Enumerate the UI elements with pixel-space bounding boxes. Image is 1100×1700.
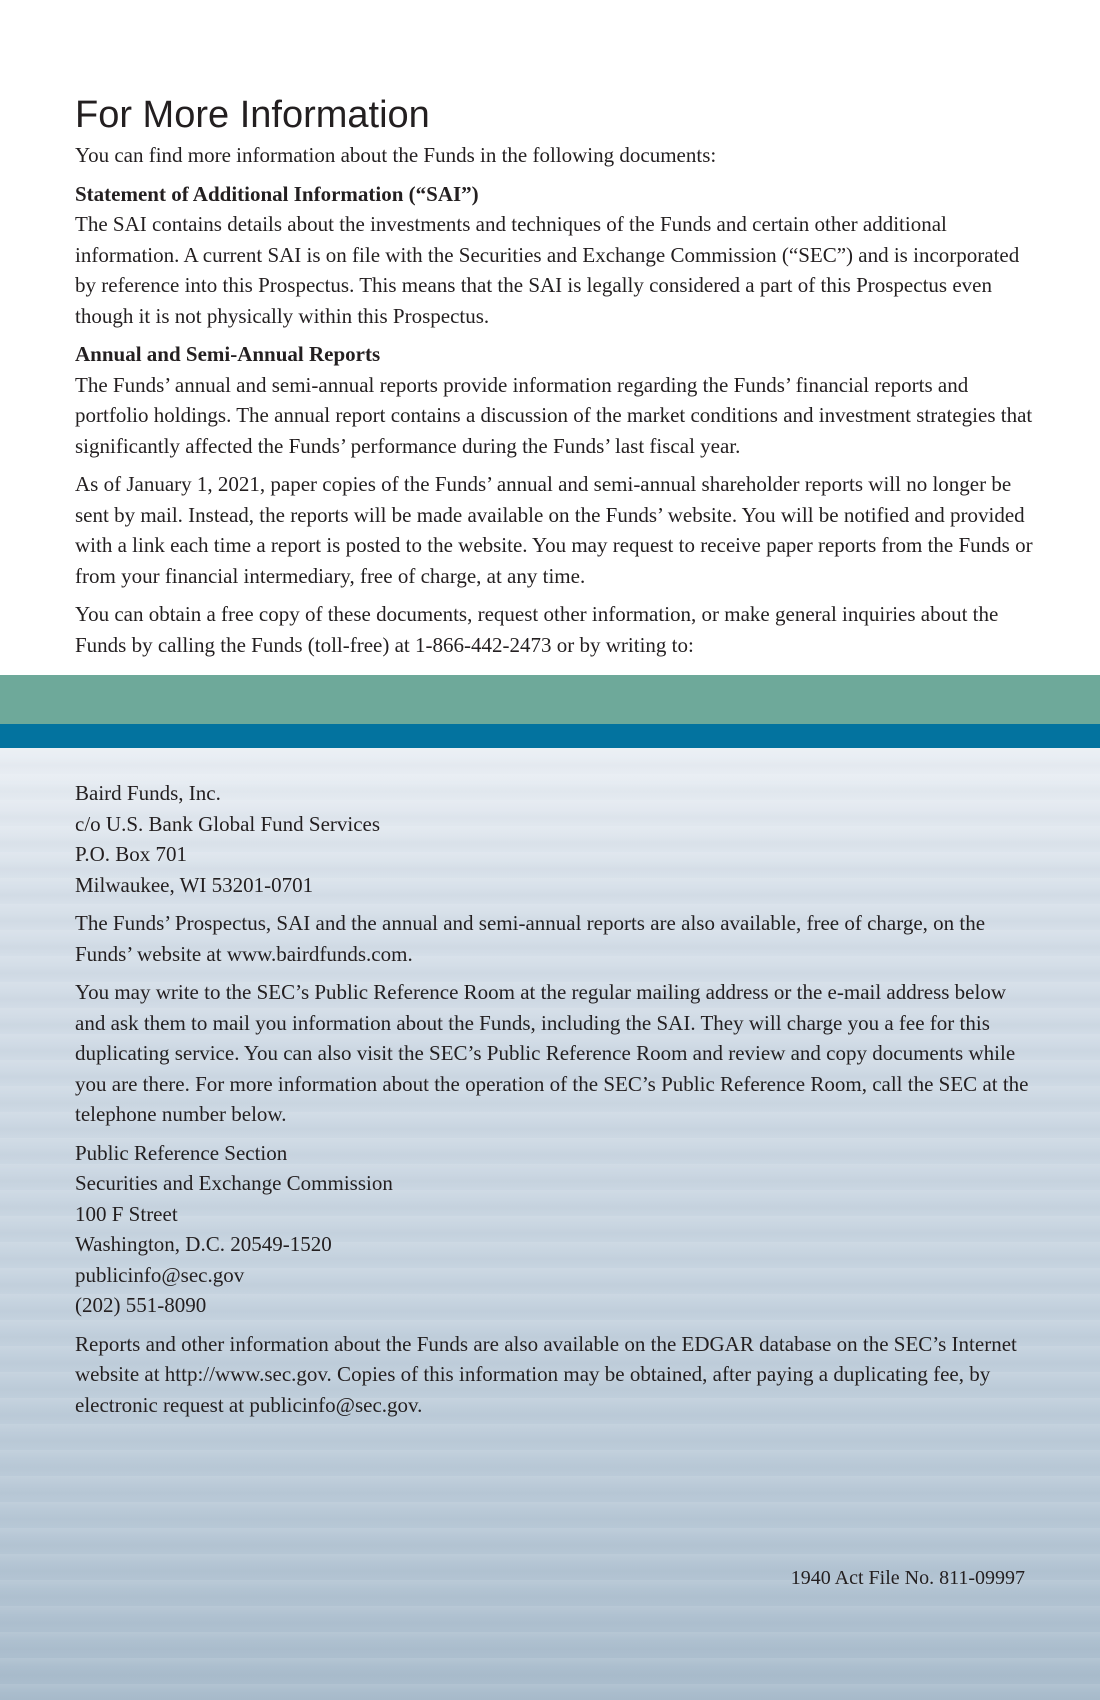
bottom-content [75, 778, 1035, 1428]
paper-notice: As of January 1, 2021, paper copies of the Funds’ annual and semi-annual shareholder reports will no longer be sent by mail. Instead, the reports will be made available on the Funds’ website. You will be notified and provided with a link each time a report is posted to the website. You may request to receive paper reports from the Funds or from your financial intermediary, free of charge, at any time. [75, 472, 1033, 588]
blue-band [0, 724, 1100, 748]
sec-note: You may write to the SEC’s Public Reference Room at the regular mailing address or the e-mail address below and ask them to mail you information about the Funds, including the SAI. They will charge you a fee for this duplicating service. You can also visit the SEC’s Public Reference Room and review and copy documents while you are there. For more information about the operation of the SEC’s Public Reference Room, call the SEC at the telephone number below. [75, 980, 1029, 1126]
bottom-section [0, 748, 1100, 1700]
funds-address-line: c/o U.S. Bank Global Fund Services [75, 811, 381, 836]
sai-body: The SAI contains details about the investments and techniques of the Funds and certain other additional information. A current SAI is on file with the Securities and Exchange Commission (“SEC”) and is incorporated by reference into this Prospectus. This means that the SAI is legally considered a part of this Prospectus even though it is not physically within this Prospectus. [75, 212, 1020, 328]
funds-address-line: Milwaukee, WI 53201-0701 [75, 872, 314, 897]
sai-heading: Statement of Additional Information (“SAI”) [75, 181, 479, 206]
green-band [0, 675, 1100, 724]
file-number: 1940 Act File No. 811-09997 [790, 1567, 1025, 1589]
sec-address-line: Securities and Exchange Commission [75, 1171, 393, 1195]
edgar-note: Reports and other information about the Funds are also available on the EDGAR database on the SEC’s Internet website at http://www.sec.gov. Copies of this information may be obtained, after paying a duplicating fee, by electronic request at publicinfo@sec.gov. [75, 1331, 1017, 1417]
reports-body: The Funds’ annual and semi-annual reports provide information regarding the Funds’ financial reports and portfolio holdings. The annual report contains a discussion of the market conditions and investment strategies that significantly affected the Funds’ performance during the Funds’ last fiscal year. [75, 372, 1033, 458]
sec-email: publicinfo@sec.gov [75, 1262, 245, 1287]
funds-address-line: Baird Funds, Inc. [75, 781, 221, 805]
top-section [0, 0, 1100, 675]
intro-text: You can find more information about the Funds in the following documents: [75, 143, 717, 167]
reports-heading: Annual and Semi-Annual Reports [75, 342, 381, 366]
sec-address-line: 100 F Street [75, 1201, 178, 1226]
sec-phone: (202) 551-8090 [75, 1293, 207, 1317]
obtain-copy-text: You can obtain a free copy of these documents, request other information, or make general inquiries about the Funds by calling the Funds (toll-free) at 1-866-442-2473 or by writing to: [75, 602, 999, 657]
top-content [75, 94, 1035, 668]
sec-address-line: Public Reference Section [75, 1140, 288, 1165]
funds-address-line: P.O. Box 701 [75, 842, 188, 866]
page-title: For More Information [75, 94, 430, 136]
funds-address [75, 778, 1035, 900]
sec-address [75, 1138, 1035, 1321]
sec-address-line: Washington, D.C. 20549-1520 [75, 1232, 332, 1256]
website-note: The Funds’ Prospectus, SAI and the annual and semi-annual reports are also available, free of charge, on the Funds’ website at www.bairdfunds.com. [75, 911, 986, 966]
